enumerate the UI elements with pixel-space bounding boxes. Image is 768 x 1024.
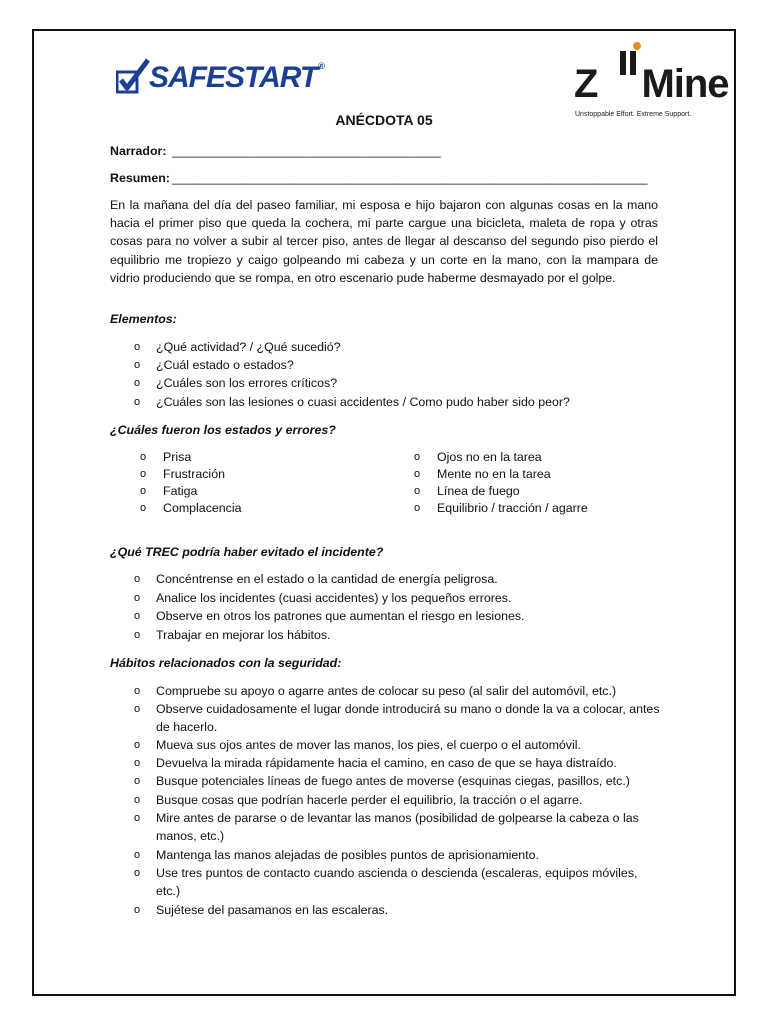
list-bullet: o: [140, 451, 147, 463]
list-bullet: o: [134, 867, 141, 879]
list-bullet: o: [134, 739, 141, 751]
list-bullet: o: [414, 502, 421, 514]
list-item: Mire antes de pararse o de levantar las manos (posibilidad de golpearse la cabeza o las manos, etc.): [156, 811, 639, 843]
list-bullet: o: [134, 396, 141, 408]
list-bullet: o: [134, 377, 141, 389]
list-item: ¿Cuáles son las lesiones o cuasi accidentes / Como pudo haber sido peor?: [156, 395, 570, 409]
zmine-tagline: Unstoppable Effort. Extreme Support.: [575, 111, 692, 118]
error-item: Mente no en la tarea: [437, 467, 551, 481]
list-bullet: o: [134, 359, 141, 371]
list-bullet: o: [134, 629, 141, 641]
narrador-label: Narrador:: [110, 144, 167, 158]
estado-item: Complacencia: [163, 501, 242, 515]
safestart-wordmark: SAFESTART®: [149, 61, 324, 94]
list-item: Busque potenciales líneas de fuego antes de moverse (esquinas ciegas, pasillos, etc.): [156, 774, 630, 788]
list-bullet: o: [134, 685, 141, 697]
list-bullet: o: [134, 775, 141, 787]
error-item: Equilibrio / tracción / agarre: [437, 501, 588, 515]
list-item: ¿Cuáles son los errores críticos?: [156, 376, 338, 390]
list-bullet: o: [414, 468, 421, 480]
zmine-wordmark: Z Mine: [574, 62, 729, 106]
list-bullet: o: [134, 341, 141, 353]
habitos-heading: Hábitos relacionados con la seguridad:: [110, 656, 342, 670]
list-item: Observe cuidadosamente el lugar donde introducirá su mano o donde la va a colocar, antes de hacerlo.: [156, 702, 660, 734]
list-bullet: o: [134, 812, 141, 824]
list-bullet: o: [134, 610, 141, 622]
list-item: Use tres puntos de contacto cuando ascienda o descienda (escaleras, equipos móviles, etc.): [156, 866, 638, 898]
list-bullet: o: [140, 485, 147, 497]
estado-item: Fatiga: [163, 484, 198, 498]
list-item: Concéntrense en el estado o la cantidad de energía peligrosa.: [156, 572, 498, 586]
list-bullet: o: [134, 573, 141, 585]
list-bullet: o: [414, 485, 421, 497]
list-item: Mantenga las manos alejadas de posibles puntos de aprisionamiento.: [156, 848, 539, 862]
checkbox-check-icon: [116, 58, 150, 98]
list-item: Devuelva la mirada rápidamente hacia el camino, en caso de que se haya distraído.: [156, 756, 617, 770]
list-bullet: o: [134, 592, 141, 604]
list-item: Analice los incidentes (cuasi accidentes) y los pequeños errores.: [156, 591, 512, 605]
list-item: Compruebe su apoyo o agarre antes de colocar su peso (al salir del automóvil, etc.): [156, 684, 617, 698]
list-bullet: o: [134, 757, 141, 769]
narrador-line: _______________________________________: [172, 144, 441, 158]
list-bullet: o: [140, 468, 147, 480]
list-item: ¿Qué actividad? / ¿Qué sucedió?: [156, 340, 341, 354]
estado-item: Frustración: [163, 467, 225, 481]
list-item: Observe en otros los patrones que aumentan el riesgo en lesiones.: [156, 609, 525, 623]
estado-item: Prisa: [163, 450, 192, 464]
elementos-heading: Elementos:: [110, 312, 177, 326]
trec-heading: ¿Qué TREC podría haber evitado el incidente?: [110, 545, 384, 559]
list-bullet: o: [140, 502, 147, 514]
resumen-line: _____________________________________________________________________: [172, 171, 648, 185]
list-bullet: o: [414, 451, 421, 463]
page-title: ANÉCDOTA 05: [335, 112, 433, 128]
estados-heading: ¿Cuáles fueron los estados y errores?: [110, 423, 336, 437]
story-paragraph: En la mañana del día del paseo familiar, mi esposa e hijo bajaron con algunas cosas en la mano hacia el primer piso que queda la cochera, mi parte cargue una bicicleta, maleta de ropa y otras cosas para no volver a subir al tercer piso, antes de llegar al descanso del segundo piso pierdo el equilibrio me tropiezo y caigo golpeando mi cabeza y un corte en la mano, con la mampara de vidrio produciendo que se rompa, en otro escenario pude haberme desmayado por el golpe.: [110, 198, 658, 285]
resumen-label: Resumen:: [110, 171, 170, 185]
list-bullet: o: [134, 849, 141, 861]
list-bullet: o: [134, 794, 141, 806]
list-item: Sujétese del pasamanos en las escaleras.: [156, 903, 389, 917]
list-bullet: o: [134, 703, 141, 715]
list-item: Trabajar en mejorar los hábitos.: [156, 628, 331, 642]
safestart-logo: [116, 54, 324, 100]
error-item: Línea de fuego: [437, 484, 520, 498]
list-bullet: o: [134, 904, 141, 916]
error-item: Ojos no en la tarea: [437, 450, 542, 464]
list-item: Busque cosas que podrían hacerle perder el equilibrio, la tracción o el agarre.: [156, 793, 583, 807]
list-item: ¿Cuál estado o estados?: [156, 358, 294, 372]
list-item: Mueva sus ojos antes de mover las manos, los pies, el cuerpo o el automóvil.: [156, 738, 581, 752]
